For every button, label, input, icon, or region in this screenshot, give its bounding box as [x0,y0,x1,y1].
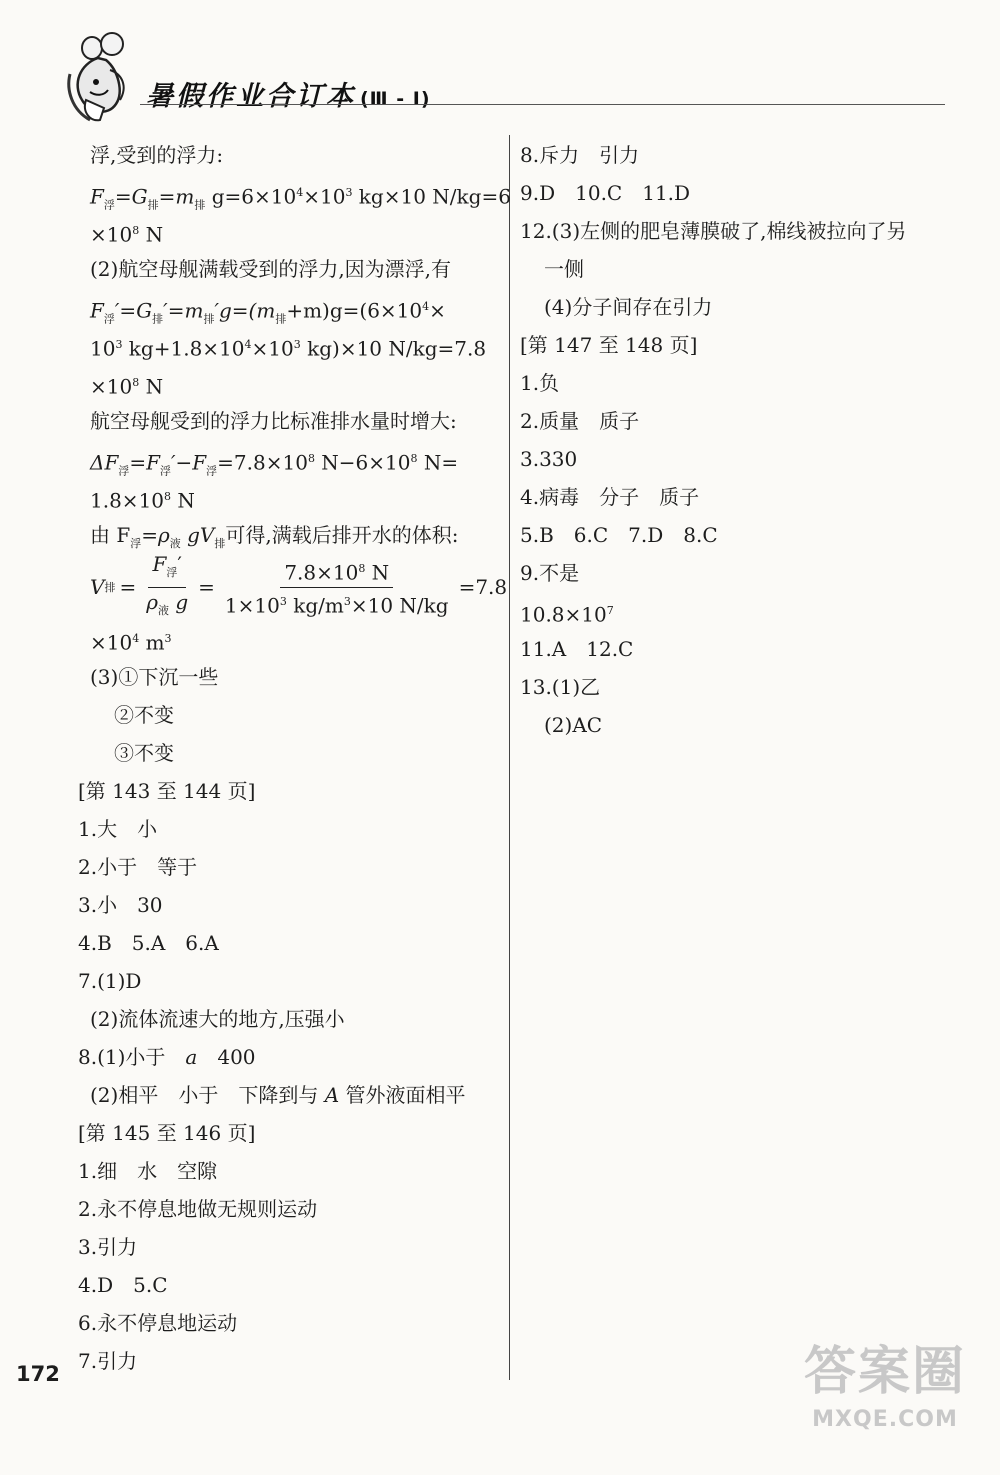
formula-line: $F_浮'=G_排'=m_排'g=(m_排+m)g=(6\times 10^4\times$ [90,298,446,326]
answer-line: 4.D 5.C [78,1273,168,1297]
book-title: 暑假作业合订本 (Ⅲ - Ⅰ) [146,81,431,112]
header-rule [140,104,945,105]
section-heading: [第 143 至 144 页] [78,779,256,803]
answer-line: 11.A 12.C [520,637,634,661]
answer-line: 3.引力 [78,1235,138,1259]
answer-line: 5.B 6.C 7.D 8.C [520,523,718,547]
answer-line: 1.细 水 空隙 [78,1159,218,1183]
answer-line: (2)AC [544,713,603,737]
answer-line: 7.(1)D [78,969,142,993]
answer-line: 6.永不停息地运动 [78,1311,238,1335]
answer-line: 12.(3)左侧的肥皂薄膜破了,棉线被拉向了另 [520,219,907,243]
answer-line: 2.质量 质子 [520,409,640,433]
watermark-site: MXQE.COM [812,1407,958,1432]
formula-line: $\times 10^4$ $m^3$ [90,630,172,655]
answer-line: (3)①下沉一些 [90,665,219,689]
answer-line: 1.负 [520,371,560,395]
answer-line: 1.大 小 [78,817,158,841]
watermark [790,1337,980,1457]
answer-line: 13.(1)乙 [520,675,601,699]
answer-line: 3.330 [520,447,578,471]
answer-line: $10.8\times 10^7$ [520,602,614,627]
answer-line: 浮,受到的浮力: [90,143,224,167]
fraction-formula: V 排 = $\frac{F_浮'}{\rho_液 g}$ = $\frac{7.8\times 10^8 N}{1\times 10^3 kg/m^3\times 10 N/kg}$ =7.8 [90,554,510,620]
answer-line: 8.斥力 引力 [520,143,640,167]
formula-line: $\times 10^8$ N [90,374,164,399]
answer-line: ③不变 [114,741,174,765]
answer-line: 8.(1)小于 a 400 [78,1045,256,1069]
formula-line: $1.8\times 10^8$ N [90,488,195,513]
right-column [520,136,960,744]
answer-line: 9.不是 [520,561,580,585]
page-header [0,0,1000,135]
formula-line: $F_浮=G_排=m_排$ $g=6\times 10^4\times 10^3$ kg×10 N/kg=6 [90,184,511,212]
answer-line: 航空母舰受到的浮力比标准排水量时增大: [90,409,457,433]
answer-line: 9.D 10.C 11.D [520,181,691,205]
answer-line: ②不变 [114,703,174,727]
answer-line: 一侧 [544,257,584,281]
volume-label: (Ⅲ - Ⅰ) [360,88,431,110]
formula-line: $\times 10^8$ N [90,222,164,247]
formula-line: $10^3$ $kg+1.8\times 10^4\times 10^3$ kg)×10 N/kg=7.8 [90,336,487,361]
page-number: 172 [16,1362,60,1386]
answer-line: 2.永不停息地做无规则运动 [78,1197,318,1221]
answer-line: 7.引力 [78,1349,138,1373]
cartoon-mascot-logo [60,30,160,130]
answer-line: 2.小于 等于 [78,855,198,879]
formula-line: $\Delta F_浮=F_浮'-F_浮=7.8\times 10^8$ $N-6\times 10^8$ N= [90,450,459,478]
answer-line: (2)相平 小于 下降到与 A 管外液面相平 [90,1083,466,1107]
fraction: $\frac{F_浮'}{\rho_液 g}$ [146,551,189,617]
answer-line: (4)分子间存在引力 [544,295,713,319]
answer-line: 3.小 30 [78,893,163,917]
watermark-logo: 答案圈 [803,1342,966,1402]
answer-line: 4.B 5.A 6.A [78,931,219,955]
section-heading: [第 147 至 148 页] [520,333,698,357]
left-column [78,136,511,1380]
answer-line: (2)流体流速大的地方,压强小 [90,1007,345,1031]
answer-line: 4.病毒 分子 质子 [520,485,700,509]
answer-line: (2)航空母舰满载受到的浮力,因为漂浮,有 [90,257,452,281]
formula-line: 由 $F_浮=\rho_液$ $gV_排$可得,满载后排开水的体积: [90,523,459,550]
section-heading: [第 145 至 146 页] [78,1121,256,1145]
fraction: $\frac{7.8\times 10^8 N}{1\times 10^3 kg/m^3\times 10 N/kg}$ [221,557,453,617]
